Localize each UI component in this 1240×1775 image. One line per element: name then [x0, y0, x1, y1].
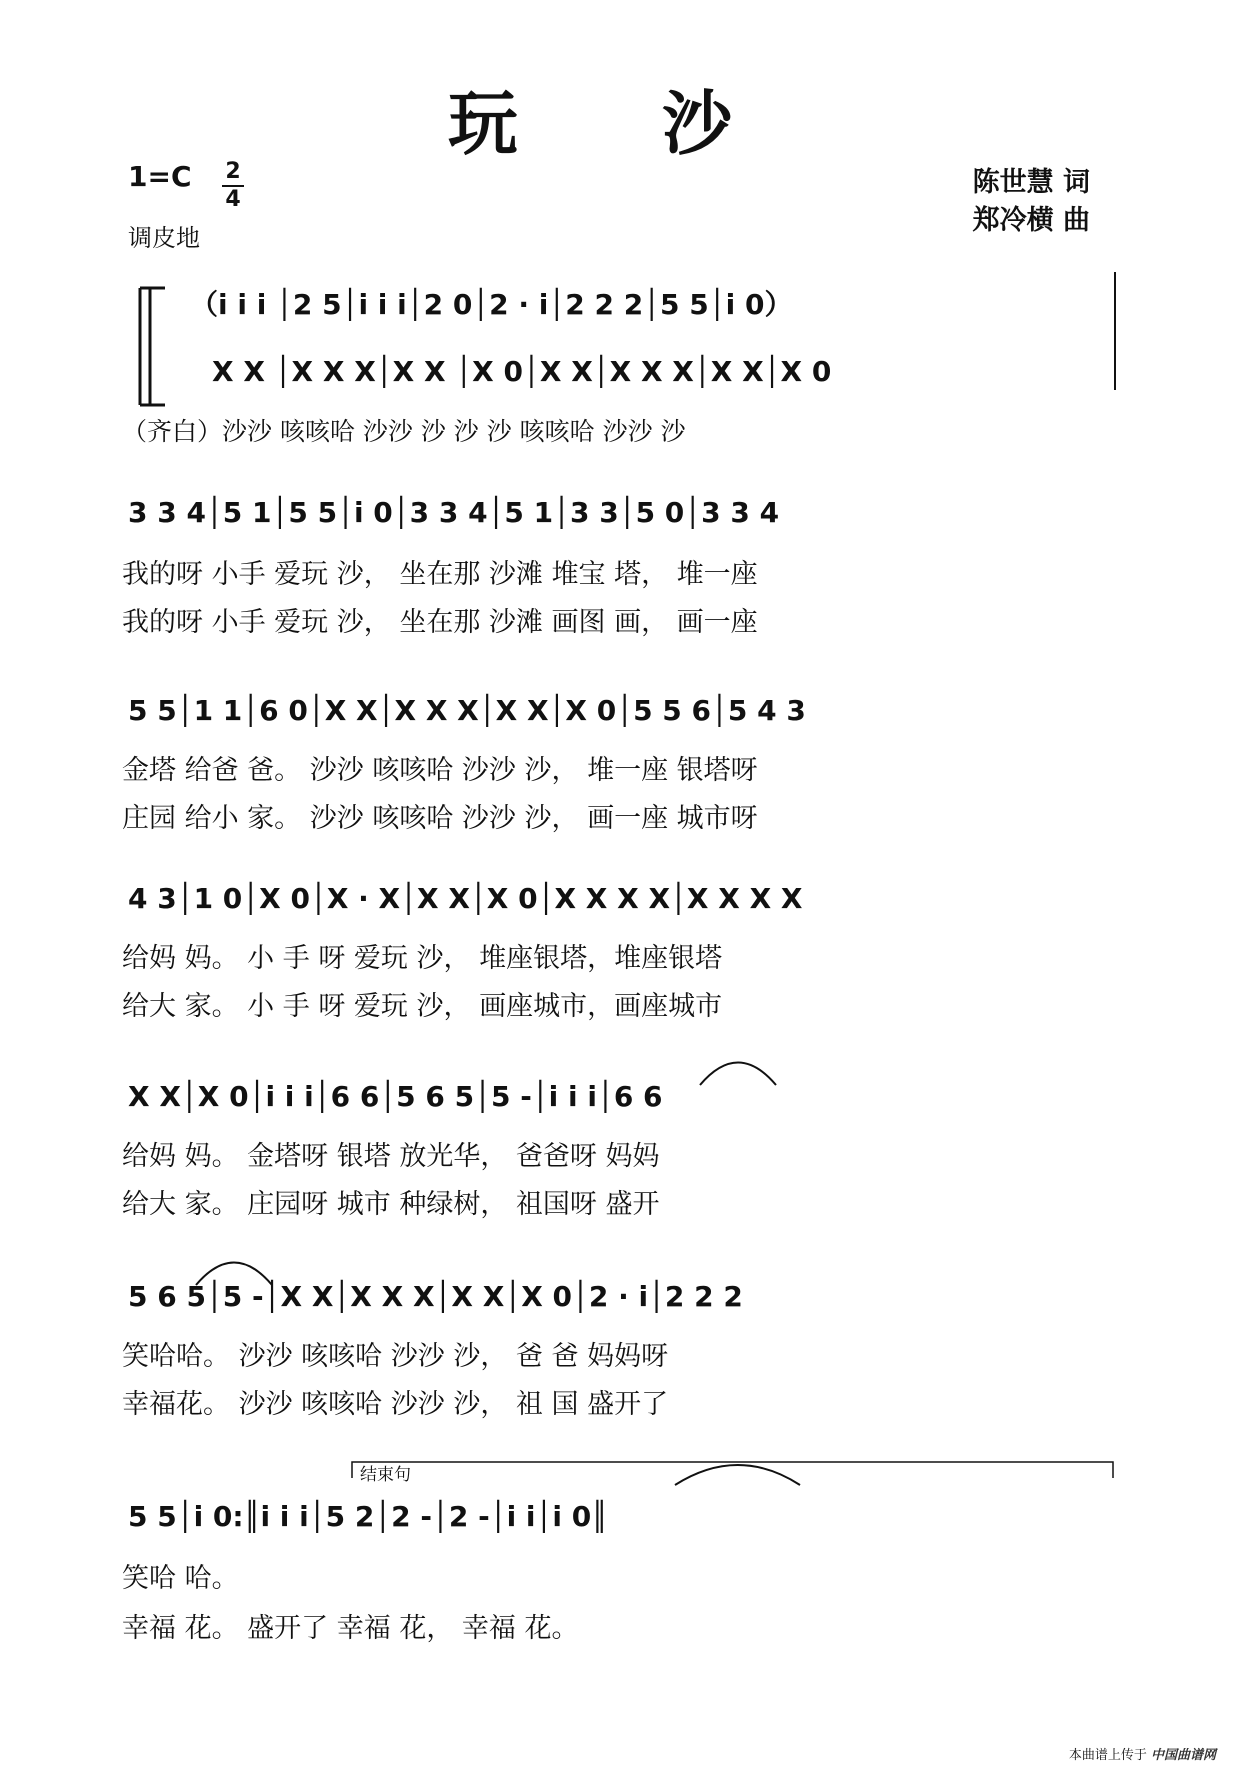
system-4-lyric-2: 给大 家。 小 手 呀 爱玩 沙， 画座城市，画座城市: [122, 991, 723, 1022]
page-title: 玩 沙: [447, 82, 793, 165]
time-bottom: 4: [225, 187, 241, 212]
system-5-lyric-2: 给大 家。 庄园呀 城市 种绿树， 祖国呀 盛开: [122, 1189, 660, 1220]
intro-melody-line: （i i i │2 5│i i i│2 0│2 · i│2 2 2│5 5│i 0）: [190, 288, 793, 321]
site-logo[interactable]: 中国曲谱网: [1150, 1748, 1216, 1763]
lyricist-credit: 陈世慧 词: [972, 167, 1090, 198]
system-6-notes: 5 6 5│5 -│X X│X X X│X X│X 0│2 · i│2 2 2: [128, 1280, 743, 1313]
tempo-marking: 调皮地: [128, 224, 200, 252]
system-5-lyric-1: 给妈 妈。 金塔呀 银塔 放光华， 爸爸呀 妈妈: [122, 1141, 660, 1172]
ending-phrase-label: 结束句: [360, 1465, 411, 1485]
system-3-notes: 5 5│1 1│6 0│X X│X X X│X X│X 0│5 5 6│5 4 3: [128, 694, 806, 727]
upload-footer: [1069, 1744, 1216, 1763]
system-6-lyric-1: 笑哈哈。 沙沙 咳咳哈 沙沙 沙， 爸 爸 妈妈呀: [122, 1341, 669, 1372]
system-4-notes: 4 3│1 0│X 0│X · X│X X│X 0│X X X X│X X X X: [128, 882, 803, 915]
system-4-lyric-1: 给妈 妈。 小 手 呀 爱玩 沙， 堆座银塔，堆座银塔: [122, 943, 723, 974]
system-3-lyric-2: 庄园 给小 家。 沙沙 咳咳哈 沙沙 沙， 画一座 城市呀: [122, 803, 758, 834]
key-signature: 1=C: [128, 160, 192, 193]
system-2-notes: 3 3 4│5 1│5 5│i 0│3 3 4│5 1│3 3│5 0│3 3 4: [128, 496, 780, 529]
footer-text: 本曲谱上传于: [1068, 1748, 1147, 1763]
time-top: 2: [225, 159, 241, 184]
system-5-notes: X X│X 0│i i i│6 6│5 6 5│5 -│i i i│6 6: [128, 1080, 663, 1113]
intro-speech-line: （齐白）沙沙 咳咳哈 沙沙 沙 沙 沙 咳咳哈 沙沙 沙: [122, 417, 686, 446]
system-7-notes: 5 5│i 0:║i i i│5 2│2 -│2 -│i i│i 0║: [128, 1500, 609, 1533]
system-7-lyric-2: 幸福 花。 盛开了 幸福 花， 幸福 花。: [122, 1613, 579, 1644]
system-3-lyric-1: 金塔 给爸 爸。 沙沙 咳咳哈 沙沙 沙， 堆一座 银塔呀: [122, 755, 758, 786]
intro-rhythm-line: X X │X X X│X X │X 0│X X│X X X│X X│X 0: [212, 355, 832, 388]
system-2-lyric-2: 我的呀 小手 爱玩 沙， 坐在那 沙滩 画图 画， 画一座: [122, 607, 758, 638]
system-7-lyric-1: 笑哈 哈。: [122, 1563, 239, 1594]
system-2-lyric-1: 我的呀 小手 爱玩 沙， 坐在那 沙滩 堆宝 塔， 堆一座: [122, 559, 758, 590]
system-6-lyric-2: 幸福花。 沙沙 咳咳哈 沙沙 沙， 祖 国 盛开了: [122, 1389, 669, 1420]
composer-credit: 郑冷横 曲: [972, 205, 1090, 236]
